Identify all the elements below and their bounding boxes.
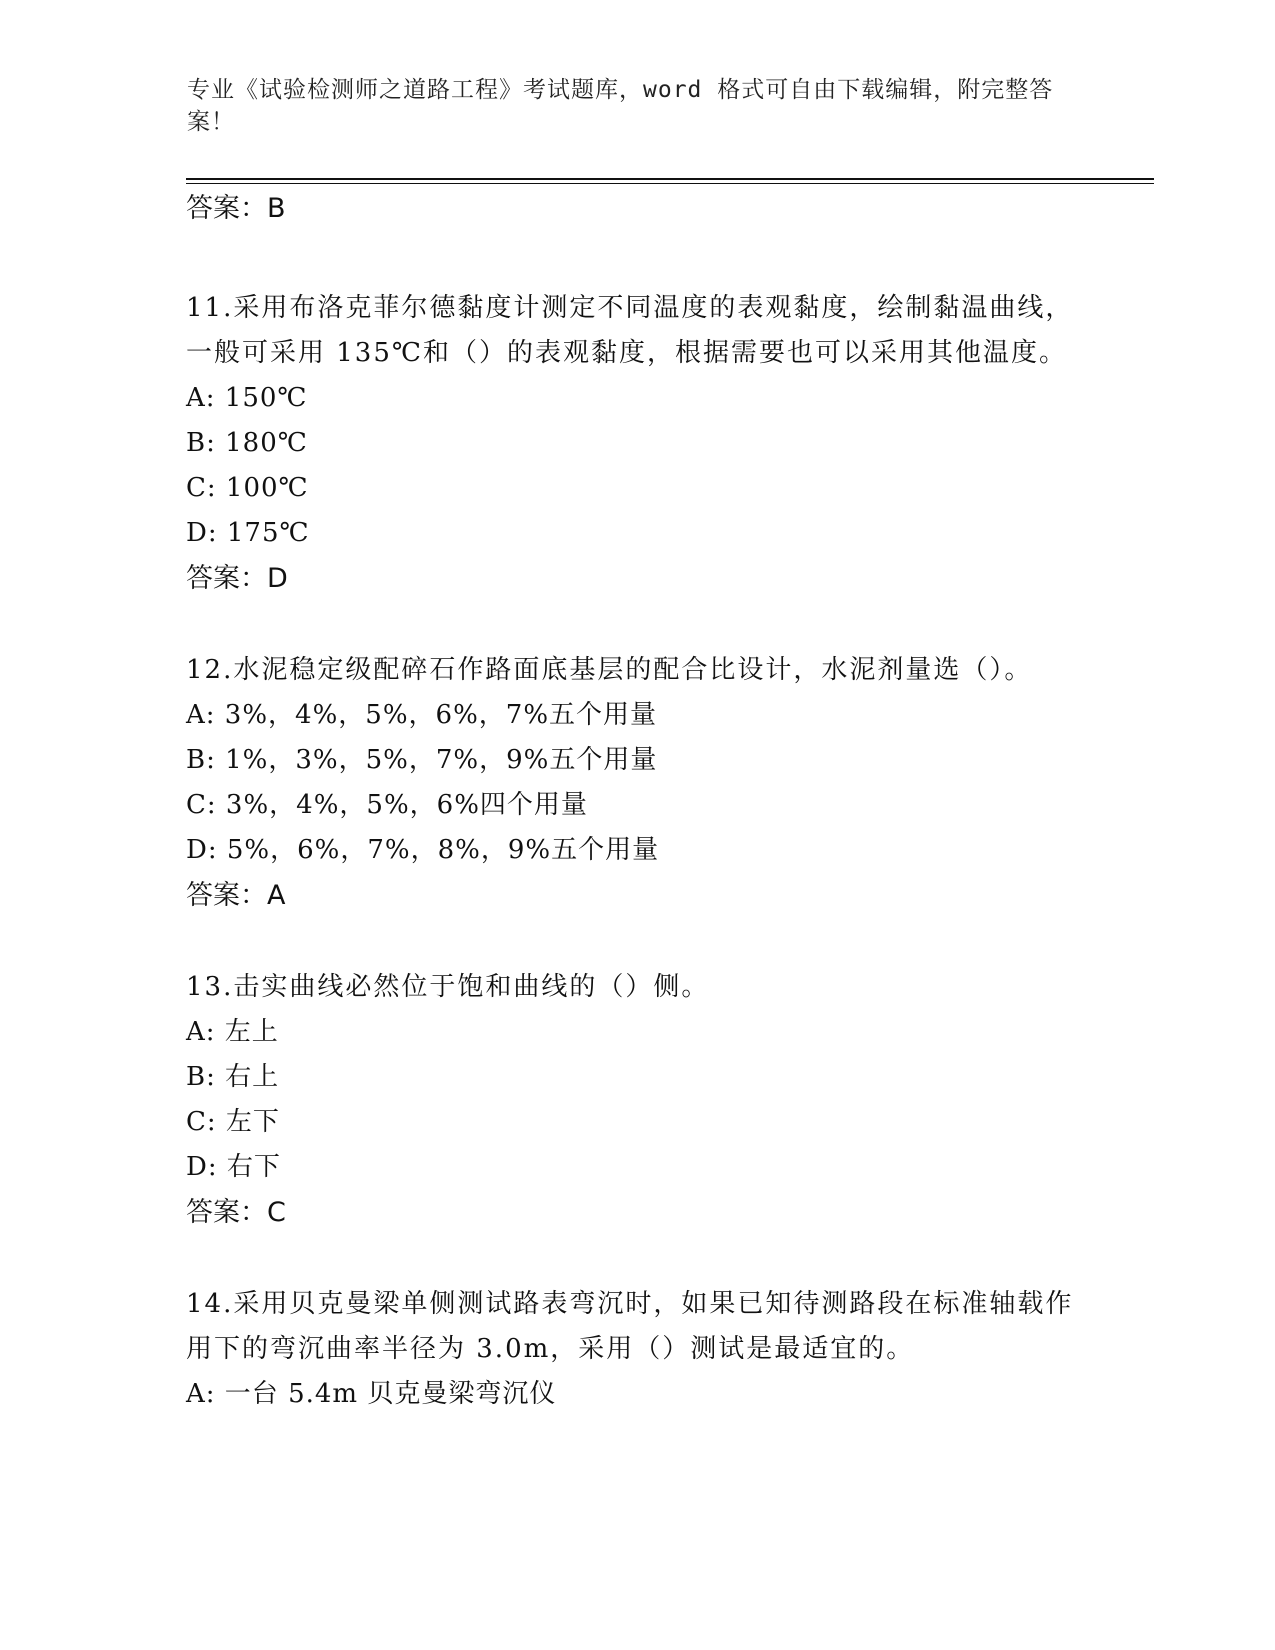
answer-line: 答案：B <box>186 193 286 224</box>
question-stem: 11.采用布洛克菲尔德黏度计测定不同温度的表观黏度，绘制黏温曲线，一般可采用 135℃和（）的表观黏度，根据需要也可以采用其他温度。 <box>186 293 1074 368</box>
header-rule-thin <box>186 183 1154 184</box>
question-stem: 13.击实曲线必然位于饱和曲线的（）侧。 <box>186 972 710 1002</box>
option-d: D: 右下 <box>186 1152 281 1182</box>
option-a: A: 3%，4%，5%，6%，7%五个用量 <box>186 700 658 730</box>
option-b: B: 180℃ <box>186 428 308 458</box>
option-b: B: 右上 <box>186 1062 280 1092</box>
question-list <box>186 186 1086 1417</box>
question-11 <box>186 286 1086 602</box>
option-b: B: 1%，3%，5%，7%，9%五个用量 <box>186 745 658 775</box>
answer-line: 答案：C <box>186 1197 286 1228</box>
option-c: C: 100℃ <box>186 473 309 503</box>
answer-line: 答案：D <box>186 563 288 594</box>
question-stem: 12.水泥稳定级配碎石作路面底基层的配合比设计，水泥剂量选（）。 <box>186 655 1033 685</box>
question-14 <box>186 1282 1086 1417</box>
option-a: A: 左上 <box>186 1017 279 1047</box>
option-a: A: 150℃ <box>186 383 308 413</box>
question-13 <box>186 965 1086 1236</box>
option-d: D: 5%，6%，7%，8%，9%五个用量 <box>186 835 660 865</box>
page-header: 专业《试验检测师之道路工程》考试题库，word 格式可自由下载编辑，附完整答案！ <box>187 77 1054 135</box>
answer-line: 答案：A <box>186 880 286 911</box>
option-c: C: 左下 <box>186 1107 280 1137</box>
header-rule-thick <box>186 178 1154 180</box>
question-stem: 14.采用贝克曼梁单侧测试路表弯沉时，如果已知待测路段在标准轴载作用下的弯沉曲率半径为 3.0m，采用（）测试是最适宜的。 <box>186 1289 1074 1364</box>
option-a: A: 一台 5.4m 贝克曼梁弯沉仪 <box>186 1379 557 1409</box>
option-c: C: 3%，4%，5%，6%四个用量 <box>186 790 588 820</box>
option-d: D: 175℃ <box>186 518 310 548</box>
question-12 <box>186 648 1086 919</box>
